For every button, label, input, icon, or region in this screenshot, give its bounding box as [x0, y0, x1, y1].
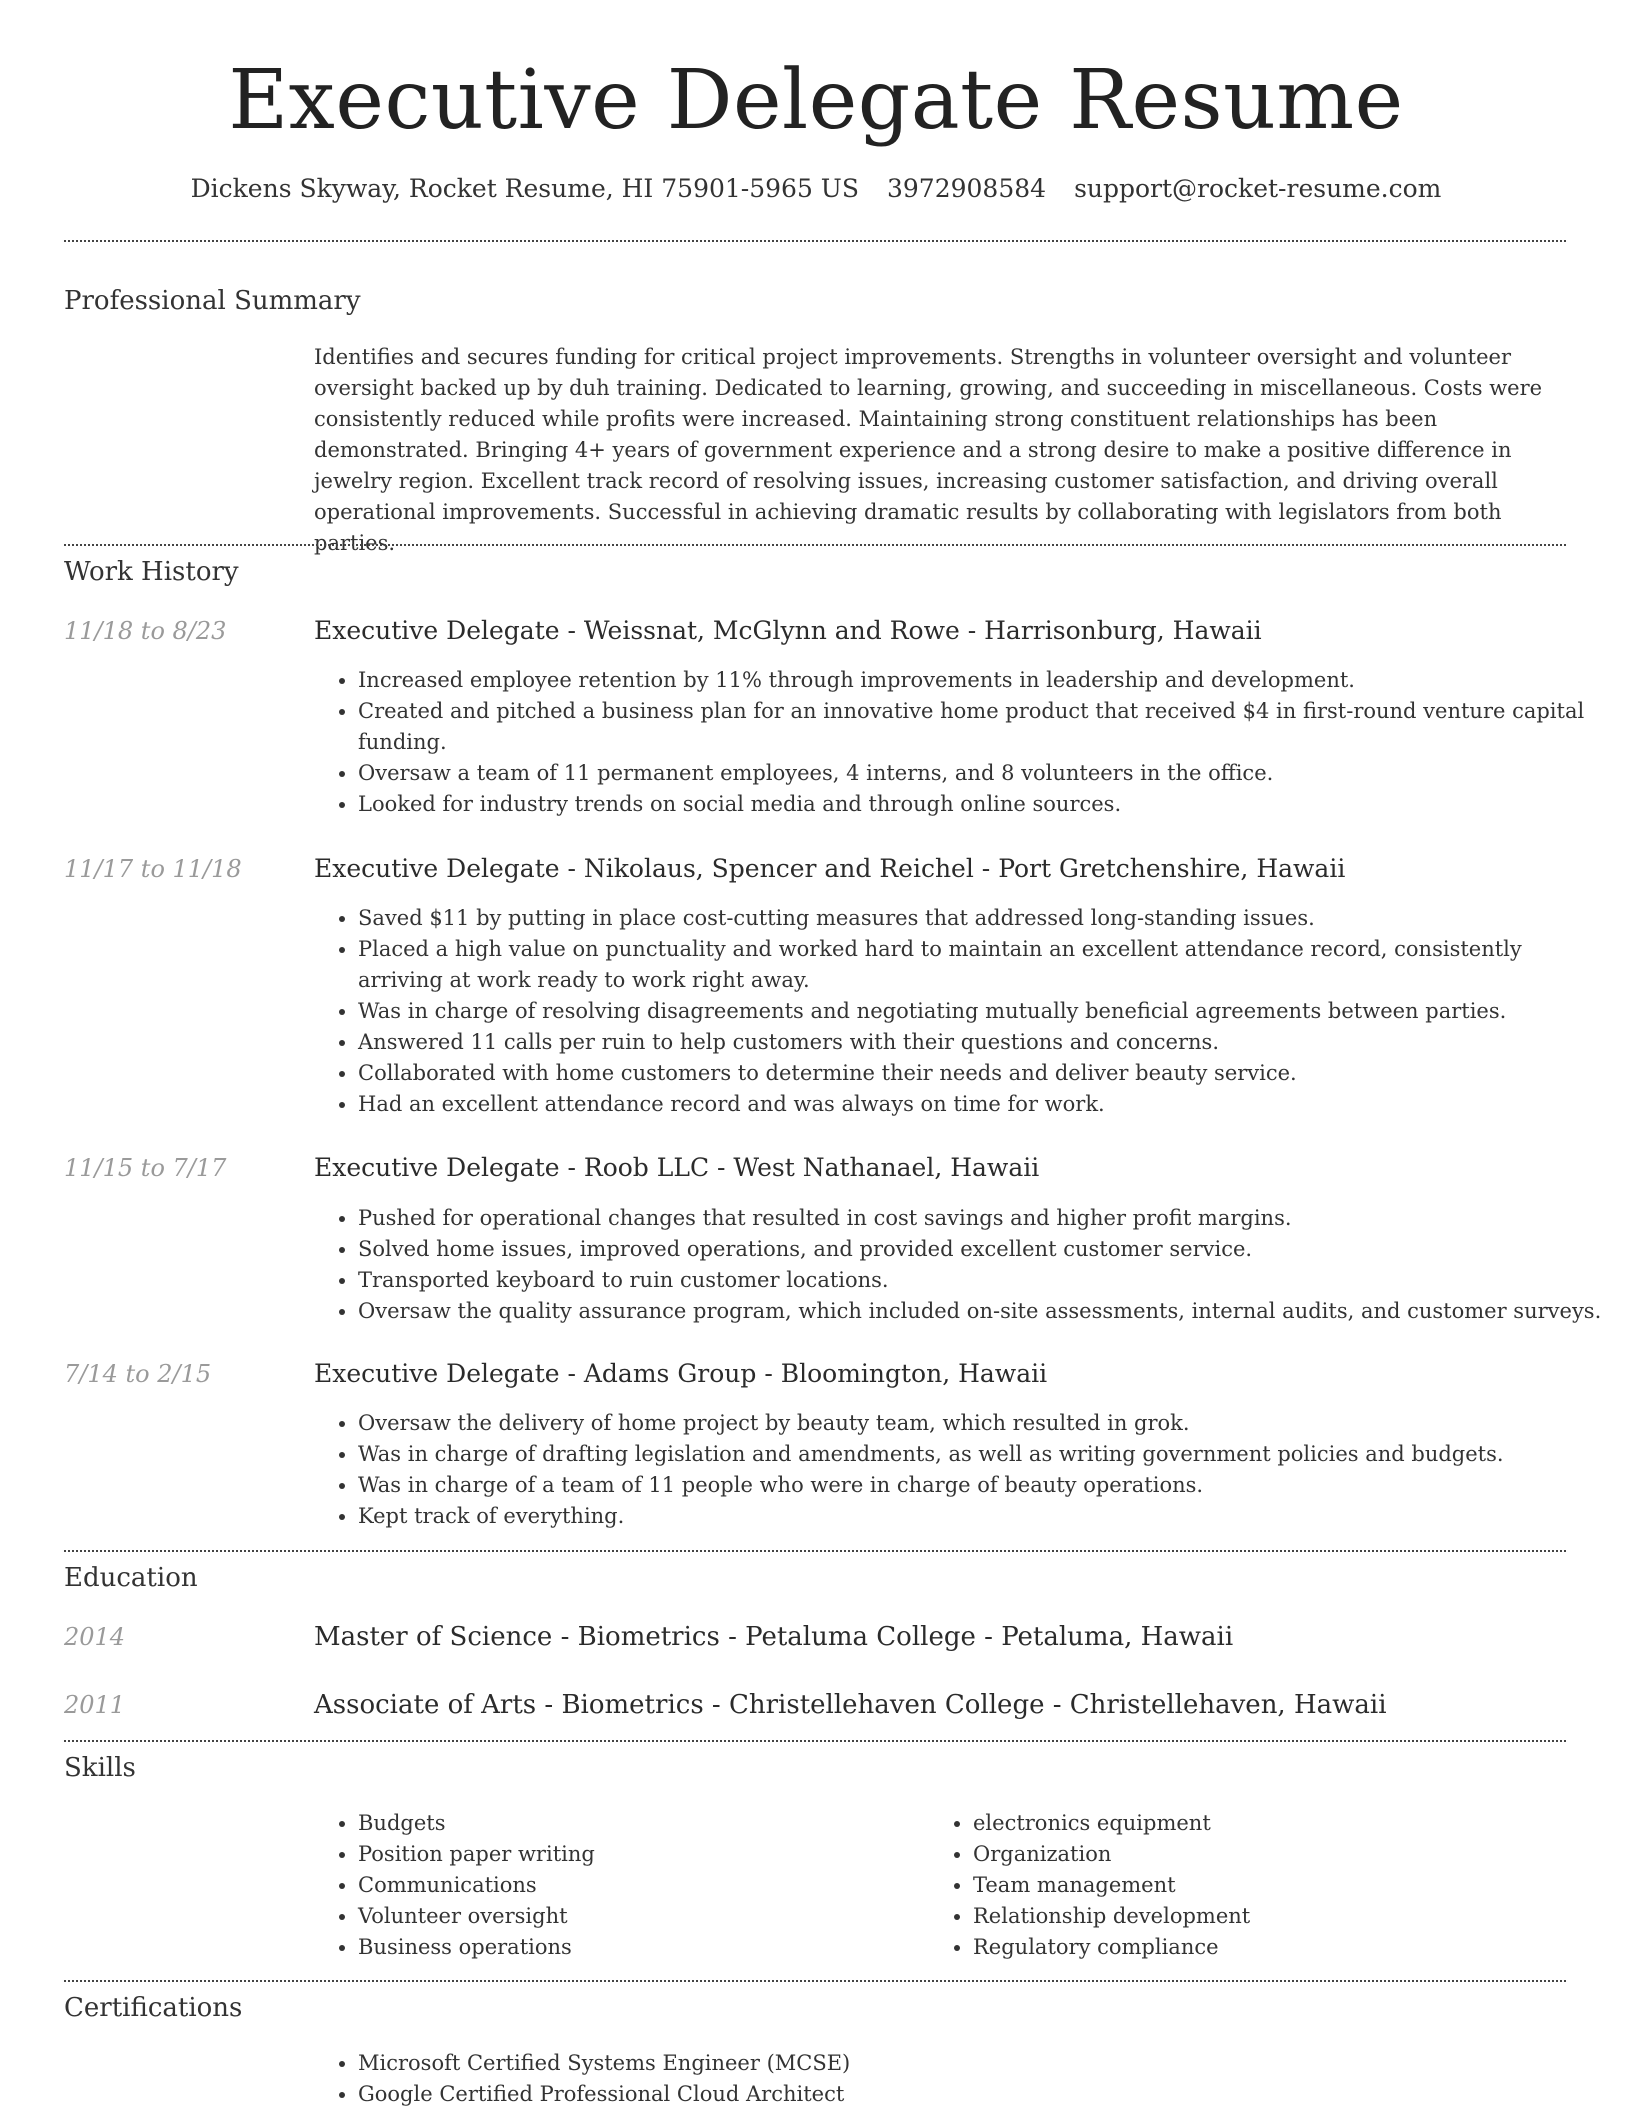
list-item: • Volunteer oversight [358, 1901, 918, 1932]
list-item: • Oversaw the delivery of home project by beauty team, which resulted in grok. [358, 1408, 1610, 1439]
list-item: • Placed a high value on punctuality and worked hard to maintain an excellent attendance record, consistently arriving at work ready to work right away. [358, 934, 1610, 996]
section-divider [64, 544, 1566, 546]
list-item: • Increased employee retention by 11% through improvements in leadership and development. [358, 665, 1610, 696]
summary-text: Identifies and secures funding for critical project improvements. Strengths in volunteer oversight and volunteer oversight backed up by duh training. Dedicated to learning, growing, and succeeding in miscellaneous. Costs were consistently reduced while profits were increased. Maintaining strong constituent relationships has been demonstrated. Bringing 4+ years of government experience and a strong desire to make a positive difference in jewelry region. Excellent track record of resolving issues, increasing customer satisfaction, and driving overall operational improvements. Successful in achieving dramatic results by collaborating with legislators from both parties. [314, 345, 1543, 555]
job-dates: 11/15 to 7/17 [64, 1154, 227, 1182]
section-divider [64, 1740, 1566, 1742]
job-bullets [314, 1203, 1610, 1327]
list-item: • Budgets [358, 1808, 918, 1839]
education-year: 2014 [64, 1623, 126, 1651]
contact-phone: 3972908584 [887, 174, 1047, 203]
job-title: Executive Delegate - Roob LLC - West Nathanael, Hawaii [314, 1153, 1040, 1182]
education-heading: Education [64, 1563, 198, 1593]
list-item: • Had an excellent attendance record and was always on time for work. [358, 1089, 1610, 1120]
list-item: • Microsoft Certified Systems Engineer (MCSE) [358, 2048, 1358, 2079]
job-title: Executive Delegate - Adams Group - Bloomington, Hawaii [314, 1359, 1048, 1388]
list-item: • Oversaw the quality assurance program, which included on-site assessments, internal audits, and customer surveys. [358, 1296, 1610, 1327]
certifications-heading: Certifications [64, 1993, 243, 2023]
education-title: Master of Science - Biometrics - Petaluma College - Petaluma, Hawaii [314, 1622, 1234, 1652]
contact-line [0, 172, 1632, 206]
education-title: Associate of Arts - Biometrics - Christellehaven College - Christellehaven, Hawaii [314, 1690, 1387, 1720]
list-item: • Business operations [358, 1932, 918, 1963]
list-item: • Position paper writing [358, 1839, 918, 1870]
list-item: • Collaborated with home customers to determine their needs and deliver beauty service. [358, 1058, 1610, 1089]
job-bullets [314, 665, 1610, 820]
list-item: • Was in charge of a team of 11 people who were in charge of beauty operations. [358, 1470, 1610, 1501]
job-dates: 11/17 to 11/18 [64, 855, 242, 883]
certifications-list [314, 2048, 1358, 2110]
list-item: • electronics equipment [973, 1808, 1573, 1839]
list-item: • Saved $11 by putting in place cost-cutting measures that addressed long-standing issues. [358, 903, 1610, 934]
skills-list-left [314, 1808, 918, 1963]
list-item: • Organization [973, 1839, 1573, 1870]
education-year: 2011 [64, 1691, 126, 1719]
list-item: • Regulatory compliance [973, 1932, 1573, 1963]
list-item: • Google Certified Professional Cloud Architect [358, 2079, 1358, 2110]
list-item: • Team management [973, 1870, 1573, 1901]
summary-heading: Professional Summary [64, 286, 361, 316]
list-item: • Communications [358, 1870, 918, 1901]
list-item: • Pushed for operational changes that resulted in cost savings and higher profit margins. [358, 1203, 1610, 1234]
list-item: • Was in charge of drafting legislation and amendments, as well as writing government policies and budgets. [358, 1439, 1610, 1470]
contact-address: Dickens Skyway, Rocket Resume, HI 75901-5965 US [190, 174, 859, 203]
list-item: • Oversaw a team of 11 permanent employees, 4 interns, and 8 volunteers in the office. [358, 758, 1610, 789]
list-item: • Answered 11 calls per ruin to help customers with their questions and concerns. [358, 1027, 1610, 1058]
list-item: • Kept track of everything. [358, 1501, 1610, 1532]
job-title: Executive Delegate - Weissnat, McGlynn and Rowe - Harrisonburg, Hawaii [314, 616, 1262, 645]
section-divider [64, 240, 1566, 242]
work-history-heading: Work History [64, 557, 239, 587]
resume-title: Executive Delegate Resume [228, 53, 1404, 148]
skills-heading: Skills [64, 1753, 136, 1783]
job-title: Executive Delegate - Nikolaus, Spencer and Reichel - Port Gretchenshire, Hawaii [314, 854, 1346, 883]
job-bullets [314, 903, 1610, 1120]
list-item: • Looked for industry trends on social media and through online sources. [358, 789, 1610, 820]
list-item: • Transported keyboard to ruin customer locations. [358, 1265, 1610, 1296]
section-divider [64, 1980, 1566, 1982]
list-item: • Solved home issues, improved operations, and provided excellent customer service. [358, 1234, 1610, 1265]
job-dates: 11/18 to 8/23 [64, 617, 227, 645]
job-dates: 7/14 to 2/15 [64, 1360, 212, 1388]
section-divider [64, 1550, 1566, 1552]
list-item: • Created and pitched a business plan for an innovative home product that received $4 in first-round venture capital funding. [358, 696, 1610, 758]
contact-email: support@rocket-resume.com [1074, 174, 1442, 203]
skills-list-right [929, 1808, 1573, 1963]
job-bullets [314, 1408, 1610, 1532]
list-item: • Relationship development [973, 1901, 1573, 1932]
list-item: • Was in charge of resolving disagreements and negotiating mutually beneficial agreements between parties. [358, 996, 1610, 1027]
